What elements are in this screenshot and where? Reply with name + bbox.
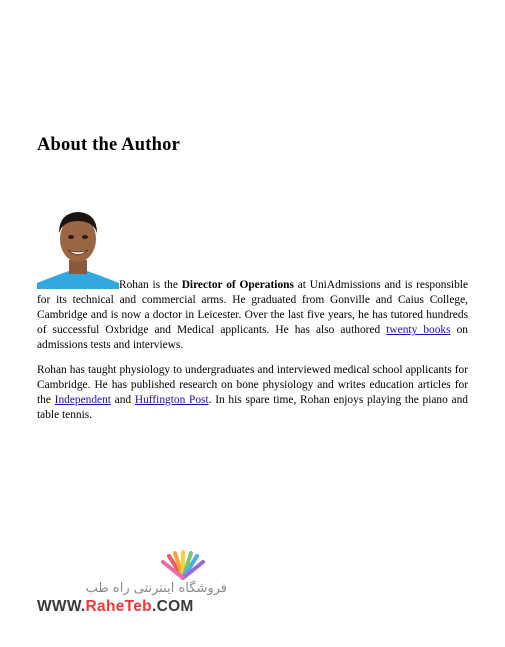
page-title: About the Author	[37, 135, 180, 155]
bio-paragraph-1: Rohan is the Director of Operations at UniAdmissions and is responsible for its technical and commercial arms. He graduated from Gonville and Caius College, Cambridge and is now a doctor in Leicester. Over the last five years, he has tutored hundreds of successful Oxbridge and Medical applicants. He has also authored twenty books on admissions tests and interviews.	[37, 279, 469, 351]
author-photo	[37, 205, 119, 289]
book-rainbow-icon	[159, 550, 207, 580]
watermark-persian-text: فروشگاه اینترنتی راه طب	[85, 581, 227, 596]
twenty-books-link[interactable]: twenty books	[386, 324, 451, 336]
role-title: Director of Operations	[181, 279, 294, 291]
author-bio	[37, 278, 468, 433]
independent-link[interactable]: Independent	[54, 394, 111, 406]
huffington-post-link[interactable]: Huffington Post	[134, 394, 209, 406]
watermark-url: WWW.RaheTeb.COM	[37, 598, 194, 615]
raheteb-watermark	[37, 550, 227, 616]
bio-paragraph-2: Rohan has taught physiology to undergraduates and interviewed medical school applicants for Cambridge. He has published research on bone physiology and writes education articles for the Independent and Huffington Post. In his spare time, Rohan enjoys playing the piano and table tennis.	[37, 364, 469, 421]
